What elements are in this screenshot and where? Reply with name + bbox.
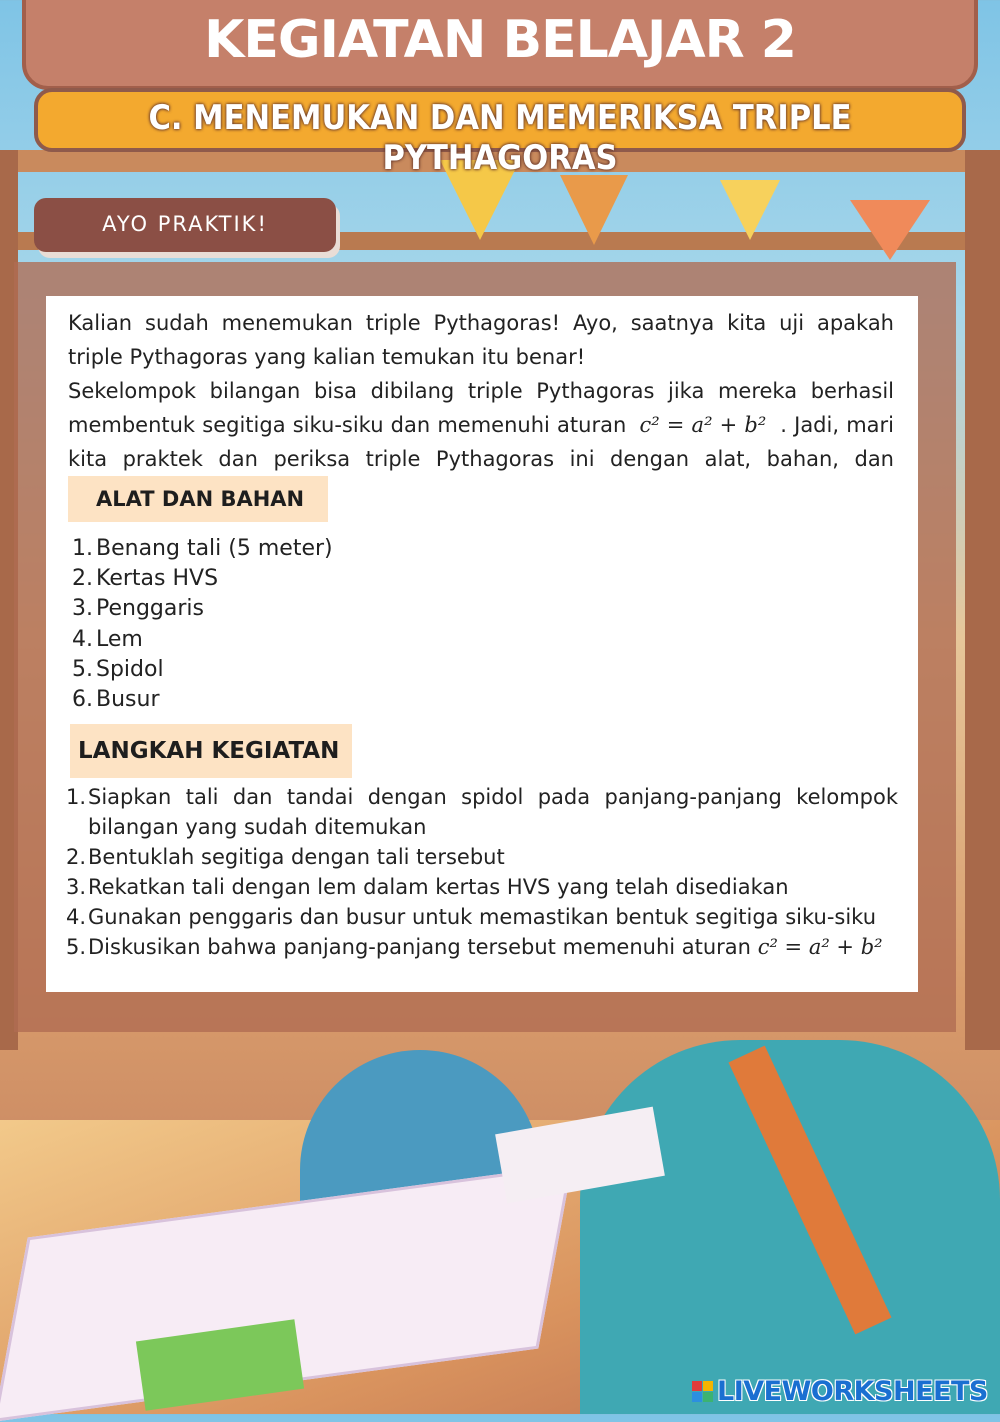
list-number: 5. <box>66 935 87 959</box>
list-text: Benang tali (5 meter) <box>96 536 333 561</box>
liveworksheets-logo[interactable] <box>692 1376 988 1406</box>
list-number: 1. <box>72 536 93 561</box>
materials-list <box>72 534 333 715</box>
list-text: Penggaris <box>96 596 204 622</box>
list-item <box>66 872 898 902</box>
logo-text: LIVEWORKSHEETS <box>717 1375 988 1407</box>
list-number: 2. <box>72 566 93 592</box>
list-item <box>66 902 898 932</box>
list-text: Busur <box>96 687 160 713</box>
list-number: 3. <box>72 596 93 622</box>
wood-post <box>965 150 1000 1050</box>
logo-icon <box>692 1381 713 1402</box>
list-text: Siapkan tali dan tandai dengan spidol pada panjang-panjang kelompok bilangan yang sudah ditemukan <box>88 785 898 839</box>
list-number: 2. <box>66 845 87 869</box>
list-item <box>66 782 898 842</box>
list-text <box>88 932 883 962</box>
page-subtitle: C. MENEMUKAN DAN MEMERIKSA TRIPLE PYTHAGORAS <box>148 98 852 178</box>
list-item <box>66 842 898 872</box>
pennant-flag <box>560 175 628 245</box>
steps-heading-text: LANGKAH KEGIATAN <box>78 738 340 764</box>
intro-formula: c² = a² + b² <box>639 413 767 437</box>
intro-text-1: Kalian sudah menemukan triple Pythagoras! Ayo, saatnya kita uji apakah triple Pythagoras yang kalian temukan itu benar! <box>68 311 894 369</box>
pennant-flag <box>850 200 930 260</box>
materials-heading <box>68 476 328 522</box>
list-number: 4. <box>66 905 87 929</box>
list-text: Kertas HVS <box>96 566 219 592</box>
list-text: Lem <box>96 626 143 652</box>
steps-list <box>66 782 898 962</box>
list-number: 6. <box>72 687 93 713</box>
steps-heading <box>70 724 352 778</box>
list-item <box>72 685 333 715</box>
list-item <box>72 594 333 624</box>
intro-text-2b: . Jadi, mari kita praktek dan periksa triple Pythagoras ini dengan alat, bahan, dan <box>68 413 894 471</box>
intro-text-2a: Sekelompok bilangan bisa dibilang triple Pythagoras jika mereka berhasil membentuk segitiga siku-siku dan memenuhi aturan <box>68 379 894 437</box>
list-item <box>72 655 333 685</box>
step-5-formula: c² = a² + b² <box>757 935 883 959</box>
intro-paragraph-2 <box>68 374 894 476</box>
list-text: Spidol <box>96 656 164 682</box>
student-figure <box>580 1040 1000 1414</box>
list-text: Gunakan penggaris dan busur untuk memastikan bentuk segitiga siku-siku <box>88 905 877 929</box>
list-item <box>66 932 898 962</box>
list-item <box>72 564 333 594</box>
list-item <box>72 534 333 564</box>
list-item <box>72 625 333 655</box>
list-text: Bentuklah segitiga dengan tali tersebut <box>88 845 505 869</box>
section-tab-label: AYO PRAKTIK! <box>102 212 268 236</box>
list-number: 3. <box>66 875 87 899</box>
intro-paragraph-1 <box>68 306 894 374</box>
list-text: Rekatkan tali dengan lem dalam kertas HVS yang telah disediakan <box>88 875 789 899</box>
pennant-flag <box>720 180 780 240</box>
list-number: 4. <box>72 626 93 652</box>
page-title: KEGIATAN BELAJAR 2 <box>204 10 796 70</box>
step-5-text: Diskusikan bahwa panjang-panjang tersebut memenuhi aturan <box>88 935 751 959</box>
list-number: 1. <box>66 785 87 809</box>
materials-heading-text: ALAT DAN BAHAN <box>96 487 305 511</box>
list-number: 5. <box>72 656 93 682</box>
